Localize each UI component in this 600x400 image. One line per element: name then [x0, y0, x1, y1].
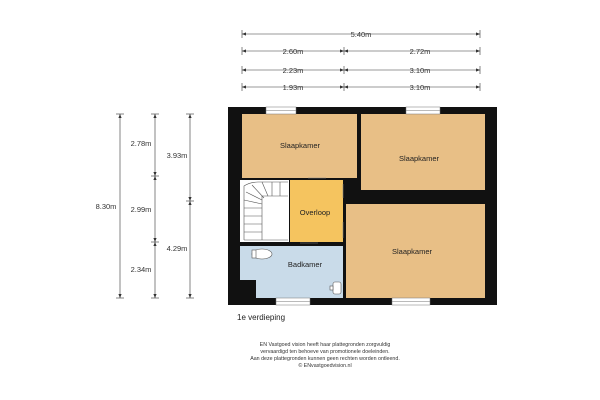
top-dimensions: [242, 30, 480, 91]
room-slaapkamer-2: [361, 114, 485, 190]
disclaimer-line-2: vervaardigd ten behoeve van promotionele doeleinden.: [260, 349, 390, 355]
dim-top-row4-left: 1.93m: [282, 83, 304, 92]
label-slaapkamer-3: Slaapkamer: [391, 247, 433, 256]
dim-left-inner-2: 4.29m: [166, 244, 188, 253]
dim-left-outer-1: 2.78m: [130, 139, 152, 148]
dim-left-outer-3: 2.34m: [130, 265, 152, 274]
dim-left-total: 8.30m: [95, 202, 117, 211]
dim-top-row3-right: 3.10m: [409, 66, 431, 75]
chimney-block: [466, 190, 485, 200]
disclaimer-line-4: © ENvastgoedvision.nl: [298, 363, 352, 369]
dim-top-row3-left: 2.23m: [282, 66, 304, 75]
dim-top-row2-left: 2.60m: [282, 47, 304, 56]
label-slaapkamer-1: Slaapkamer: [279, 141, 321, 150]
disclaimer: [190, 342, 460, 370]
stairwell: [240, 180, 289, 242]
dim-top-total: 5.40m: [350, 30, 372, 39]
left-dimensions: [116, 114, 194, 298]
top-dimension-arrows: [242, 32, 480, 88]
floor-label: 1e verdieping: [237, 313, 286, 322]
disclaimer-line-1: EN Vastgoed vision heeft haar plattegronden zorgvuldig: [259, 342, 391, 348]
label-overloop: Overloop: [299, 208, 331, 217]
label-badkamer: Badkamer: [287, 260, 323, 269]
dim-top-row2-right: 2.72m: [409, 47, 431, 56]
dim-left-outer-2: 2.99m: [130, 205, 152, 214]
dim-left-inner-1: 3.93m: [166, 151, 188, 160]
disclaimer-line-3: Aan deze plattegronden kunnen geen rechten worden ontleend.: [250, 356, 400, 362]
wall-corner: [228, 280, 256, 305]
label-slaapkamer-2: Slaapkamer: [398, 154, 440, 163]
dim-top-row4-right: 3.10m: [409, 83, 431, 92]
